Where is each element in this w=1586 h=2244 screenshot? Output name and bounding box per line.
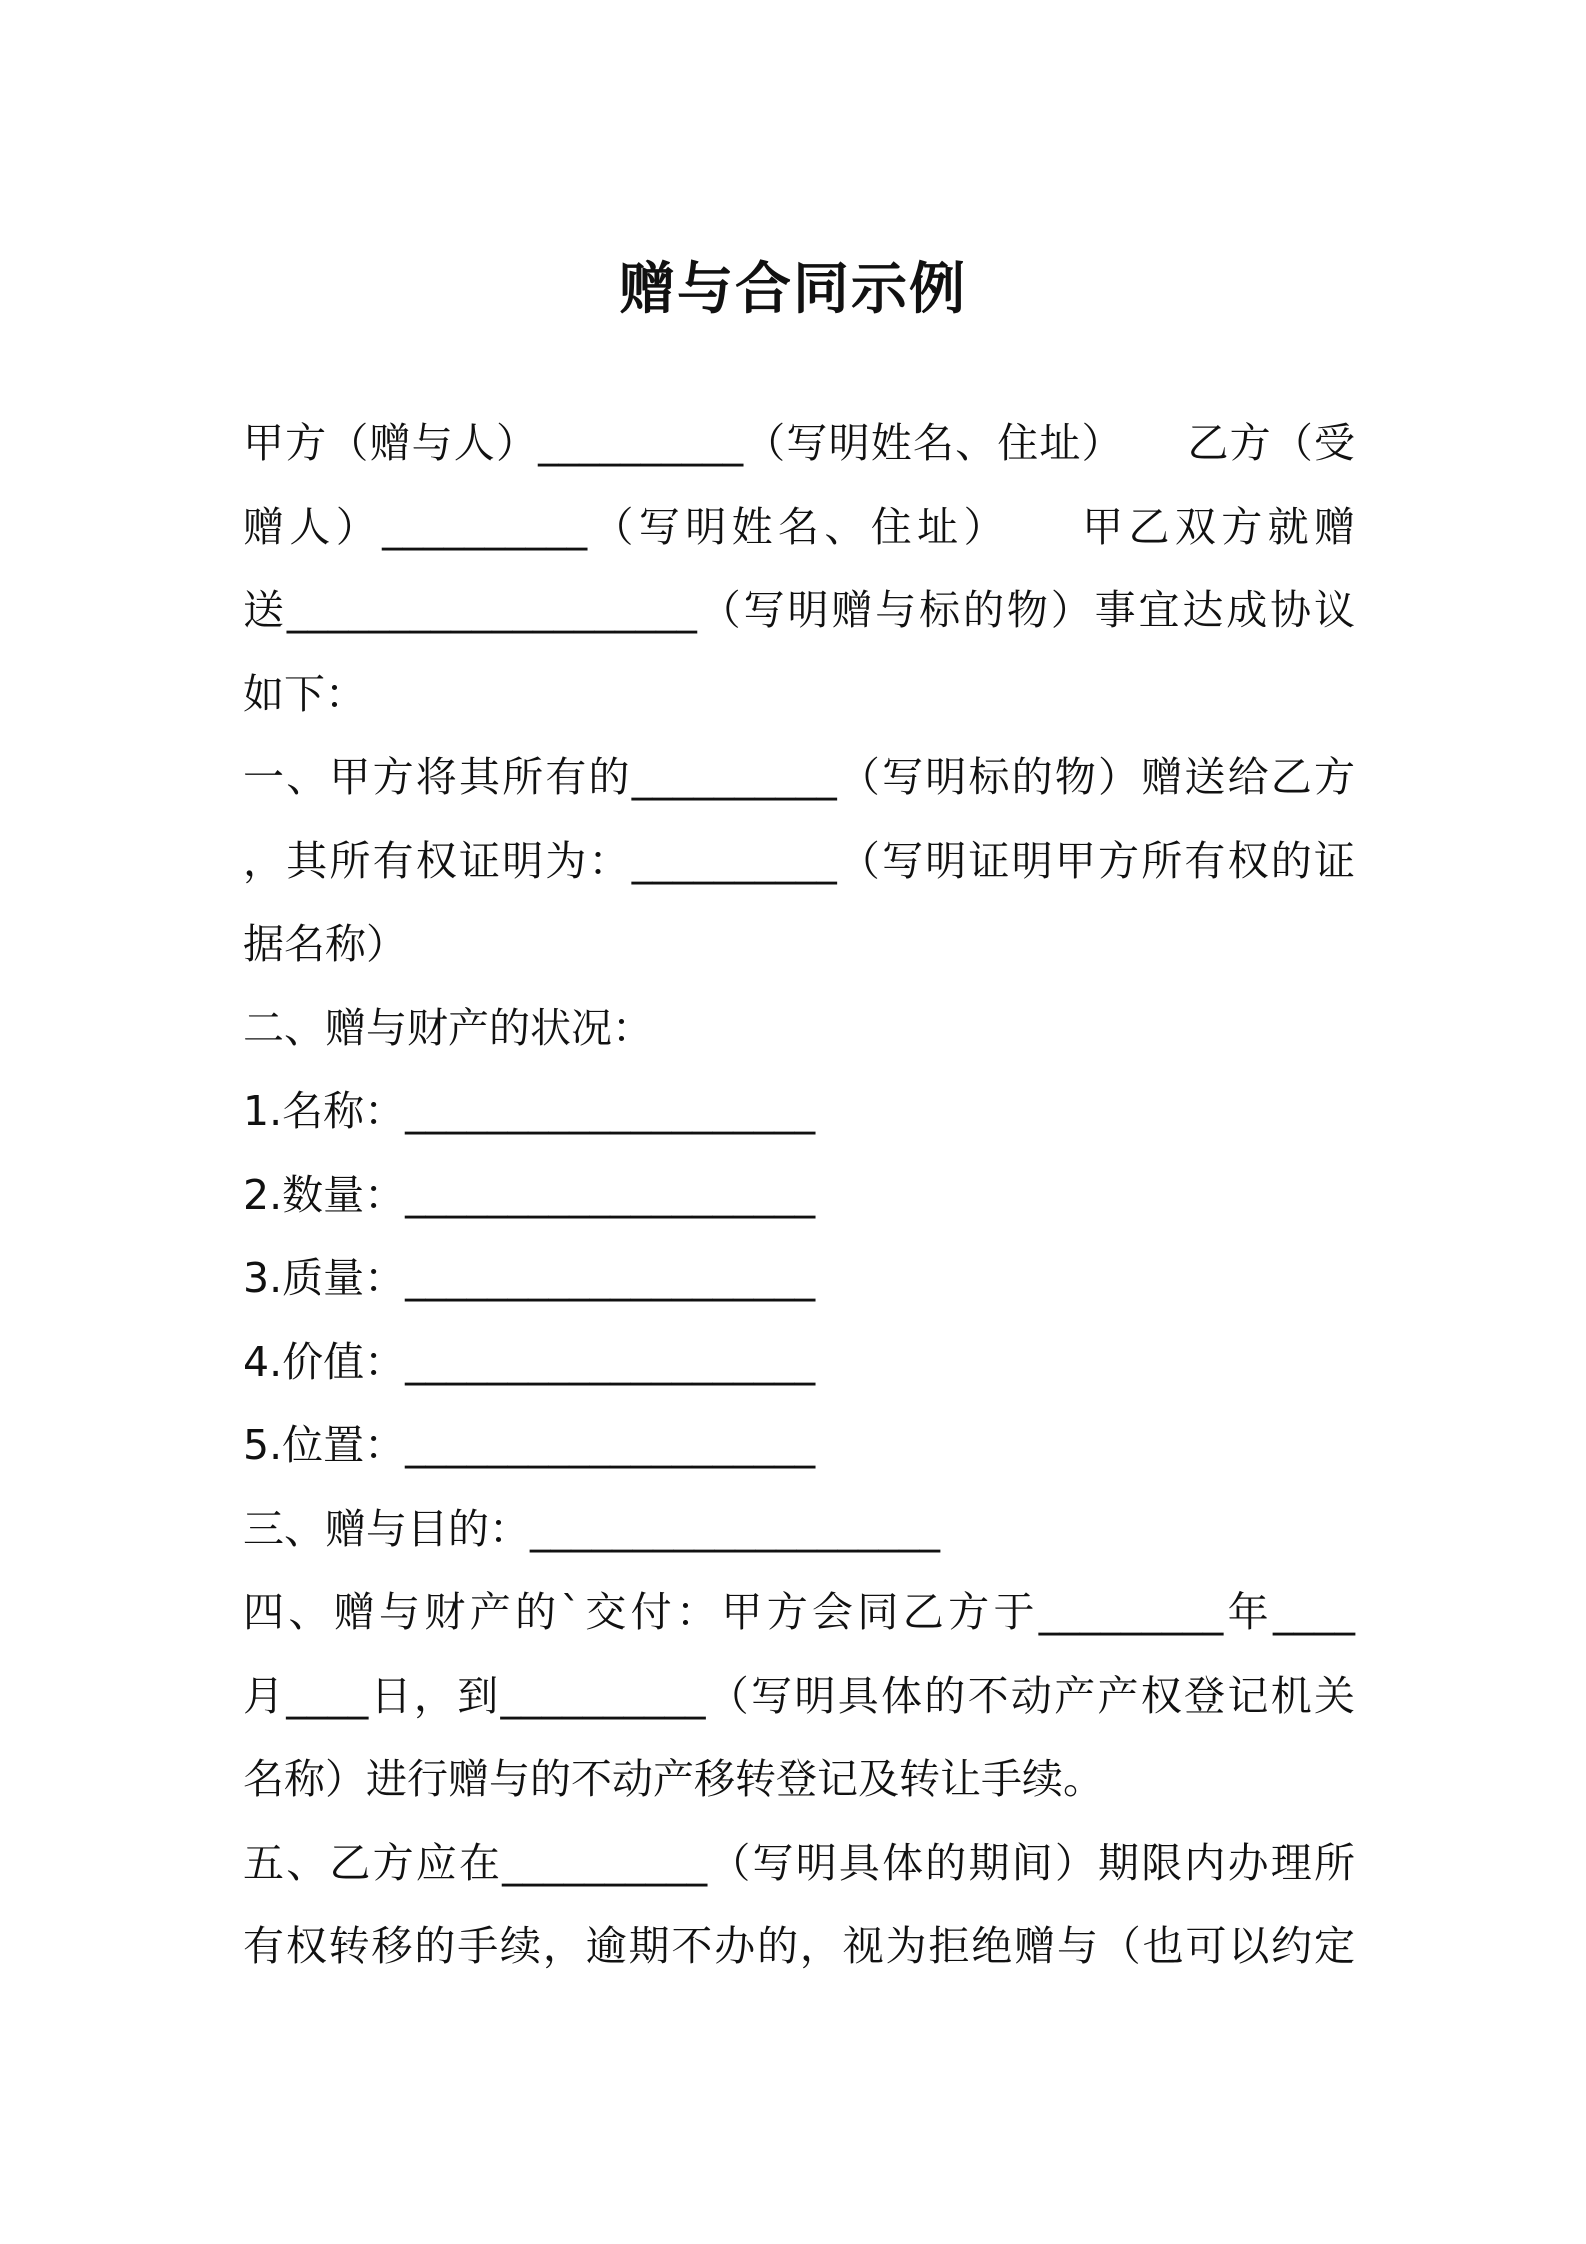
- clause-1-line-2: ，其所有权证明为：__________（写明证明甲方所有权的证: [243, 836, 1355, 885]
- party-a-line: 甲方（赠与人）__________（写明姓名、住址） 乙方（受: [243, 419, 1355, 467]
- clause-4-line-2: 月____日，到__________（写明具体的不动产产权登记机关: [243, 1671, 1355, 1720]
- property-quantity-field: 2.数量：____________________: [243, 1170, 816, 1219]
- clause-1-line-1: 一、甲方将其所有的__________（写明标的物）赠送给乙方: [243, 753, 1355, 801]
- clause-5-line-2: 有权转移的手续，逾期不办的，视为拒绝赠与（也可以约定: [243, 1922, 1355, 1970]
- clause-4-line-1: 四、赠与财产的`交付：甲方会同乙方于_________年____: [243, 1588, 1355, 1636]
- document-title: 赠与合同示例: [619, 257, 967, 322]
- property-quality-field: 3.质量：____________________: [243, 1254, 816, 1302]
- clause-2-heading: 二、赠与财产的状况：: [243, 1003, 653, 1052]
- property-value-field: 4.价值：____________________: [243, 1337, 816, 1386]
- clause-5-line-1: 五、乙方应在__________（写明具体的期间）期限内办理所: [243, 1838, 1355, 1887]
- property-name-field: 1.名称：____________________: [243, 1087, 816, 1135]
- property-location-field: 5.位置：____________________: [243, 1421, 816, 1469]
- clause-3-purpose: 三、赠与目的：____________________: [243, 1504, 940, 1553]
- gift-subject-line: 送____________________（写明赠与标的物）事宜达成协议: [243, 586, 1355, 634]
- clause-1-line-3: 据名称）: [243, 920, 407, 968]
- agreement-intro-line: 如下：: [243, 669, 366, 718]
- party-b-line: 赠人）__________（写明姓名、住址） 甲乙双方就赠: [243, 502, 1355, 551]
- clause-4-line-3: 名称）进行赠与的不动产移转登记及转让手续。: [243, 1755, 1104, 1803]
- document-body: [243, 402, 1355, 1989]
